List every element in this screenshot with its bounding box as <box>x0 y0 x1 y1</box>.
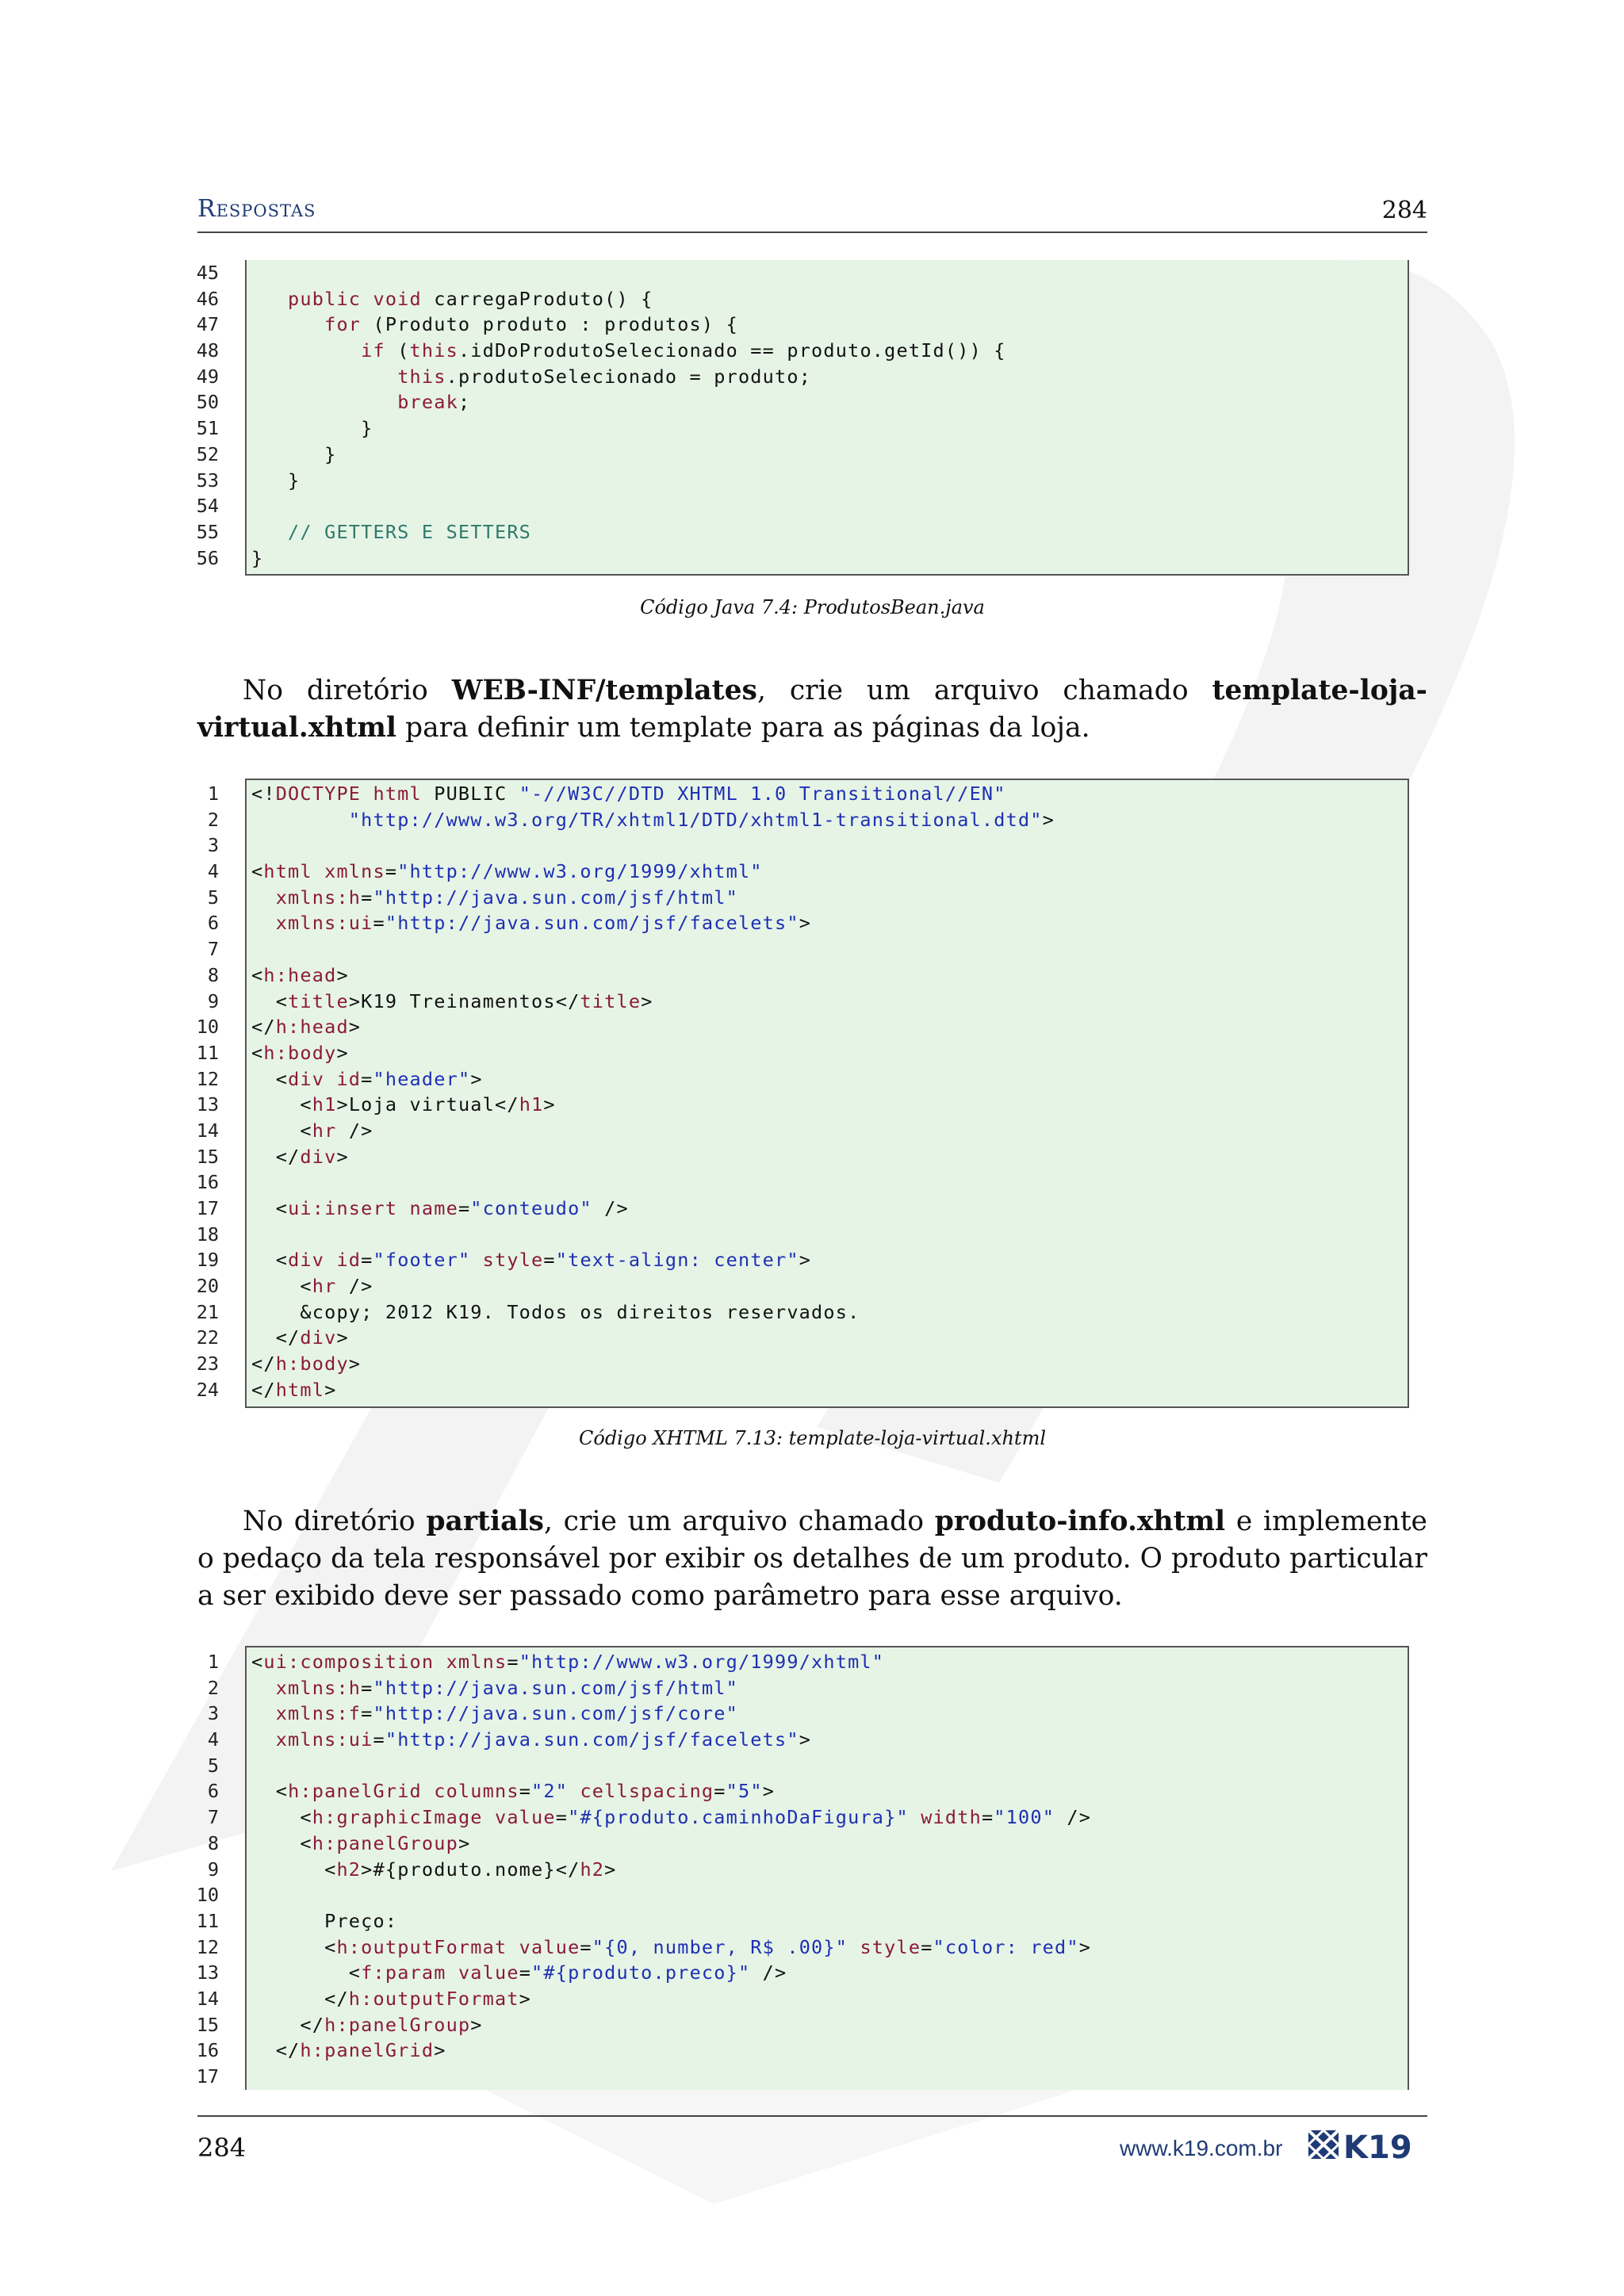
header-rule <box>197 232 1427 233</box>
footer-url[interactable]: www.k19.com.br <box>1120 2136 1283 2160</box>
code1-line-numbers: 45 46 47 48 49 50 51 52 53 54 55 56 <box>196 262 219 569</box>
paragraph-templates: No diretório WEB-INF/templates, crie um arquivo chamado template-loja-virtual.xhtml para definir um template para as páginas da loja. <box>197 675 1427 744</box>
code3-line-numbers: 1 2 3 4 5 6 7 8 9 10 11 12 13 14 15 16 17 <box>196 1651 219 2087</box>
code1-caption: Código Java 7.4: ProdutosBean.java <box>640 596 985 618</box>
running-header-page-number: 284 <box>1381 197 1427 224</box>
footer-rule <box>197 2115 1427 2117</box>
code-block-xhtml-template <box>245 779 1409 1408</box>
svg-text:K19: K19 <box>1343 2130 1412 2164</box>
code3-text: <ui:composition xmlns="http://www.w3.org/1999/xhtml" xmlns:h="http://java.sun.com/jsf/html" xmlns:f="http://java.sun.com/jsf/core" xmlns:ui="http://java.sun.com/jsf/facelets"> <h:panelGrid columns="2" cellspacing="5"> <h:graphicImage value="#{produto.caminhoDaFigura}" width="100" /> <h:panelGroup> <h2>#{produto.nome}</h2> Preço: <h:outputFormat value="{0, number, R$ .00}" style="color: red"> <f:param value="#{produto.preco}" /> </h:outputFormat> </h:panelGroup> </h:panelGrid> <box>251 1651 1092 2062</box>
paragraph-partials: No diretório partials, crie um arquivo chamado produto-info.xhtml e implemente o pedaço da tela responsável por exibir os detalhes de um produto. O produto particular a ser exibido deve ser passado como parâmetro para esse arquivo. <box>197 1506 1427 1612</box>
running-header-section: Respostas <box>197 195 316 223</box>
code-block-java <box>245 260 1409 576</box>
code2-line-numbers: 1 2 3 4 5 6 7 8 9 10 11 12 13 14 15 16 17 18 19 20 21 22 23 24 <box>196 783 219 1401</box>
code2-caption: Código XHTML 7.13: template-loja-virtual.xhtml <box>579 1427 1046 1449</box>
code1-text: public void carregaProduto() { for (Produto produto : produtos) { if (this.idDoProdutoSelecionado == produto.getId()) { this.produtoSelecionado = produto; break; } } } // GETTERS E SETTERS } <box>251 287 1006 569</box>
code2-text: <!DOCTYPE html PUBLIC "-//W3C//DTD XHTML 1.0 Transitional//EN" "http://www.w3.org/TR/xhtml1/DTD/xhtml1-transitional.dtd"> <html xmlns="http://www.w3.org/1999/xhtml" xmlns:h="http://java.sun.com/jsf/html" xmlns:ui="http://java.sun.com/jsf/facelets"> <h:head> <title>K19 Treinamentos</title> </h:head> <h:body> <div id="header"> <h1>Loja virtual</h1> <hr /> </div> <ui:insert name="conteudo" /> <div id="footer" style="text-align: center"> <hr /> &copy; 2012 K19. Todos os direitos reservados. </div> </h:body> </html> <box>251 783 1055 1401</box>
k19-logo-mark <box>1307 2127 1427 2164</box>
footer-page-number: 284 <box>197 2133 247 2163</box>
k19-logo <box>1307 2127 1427 2167</box>
code-block-xhtml-produto-info <box>245 1646 1409 2090</box>
